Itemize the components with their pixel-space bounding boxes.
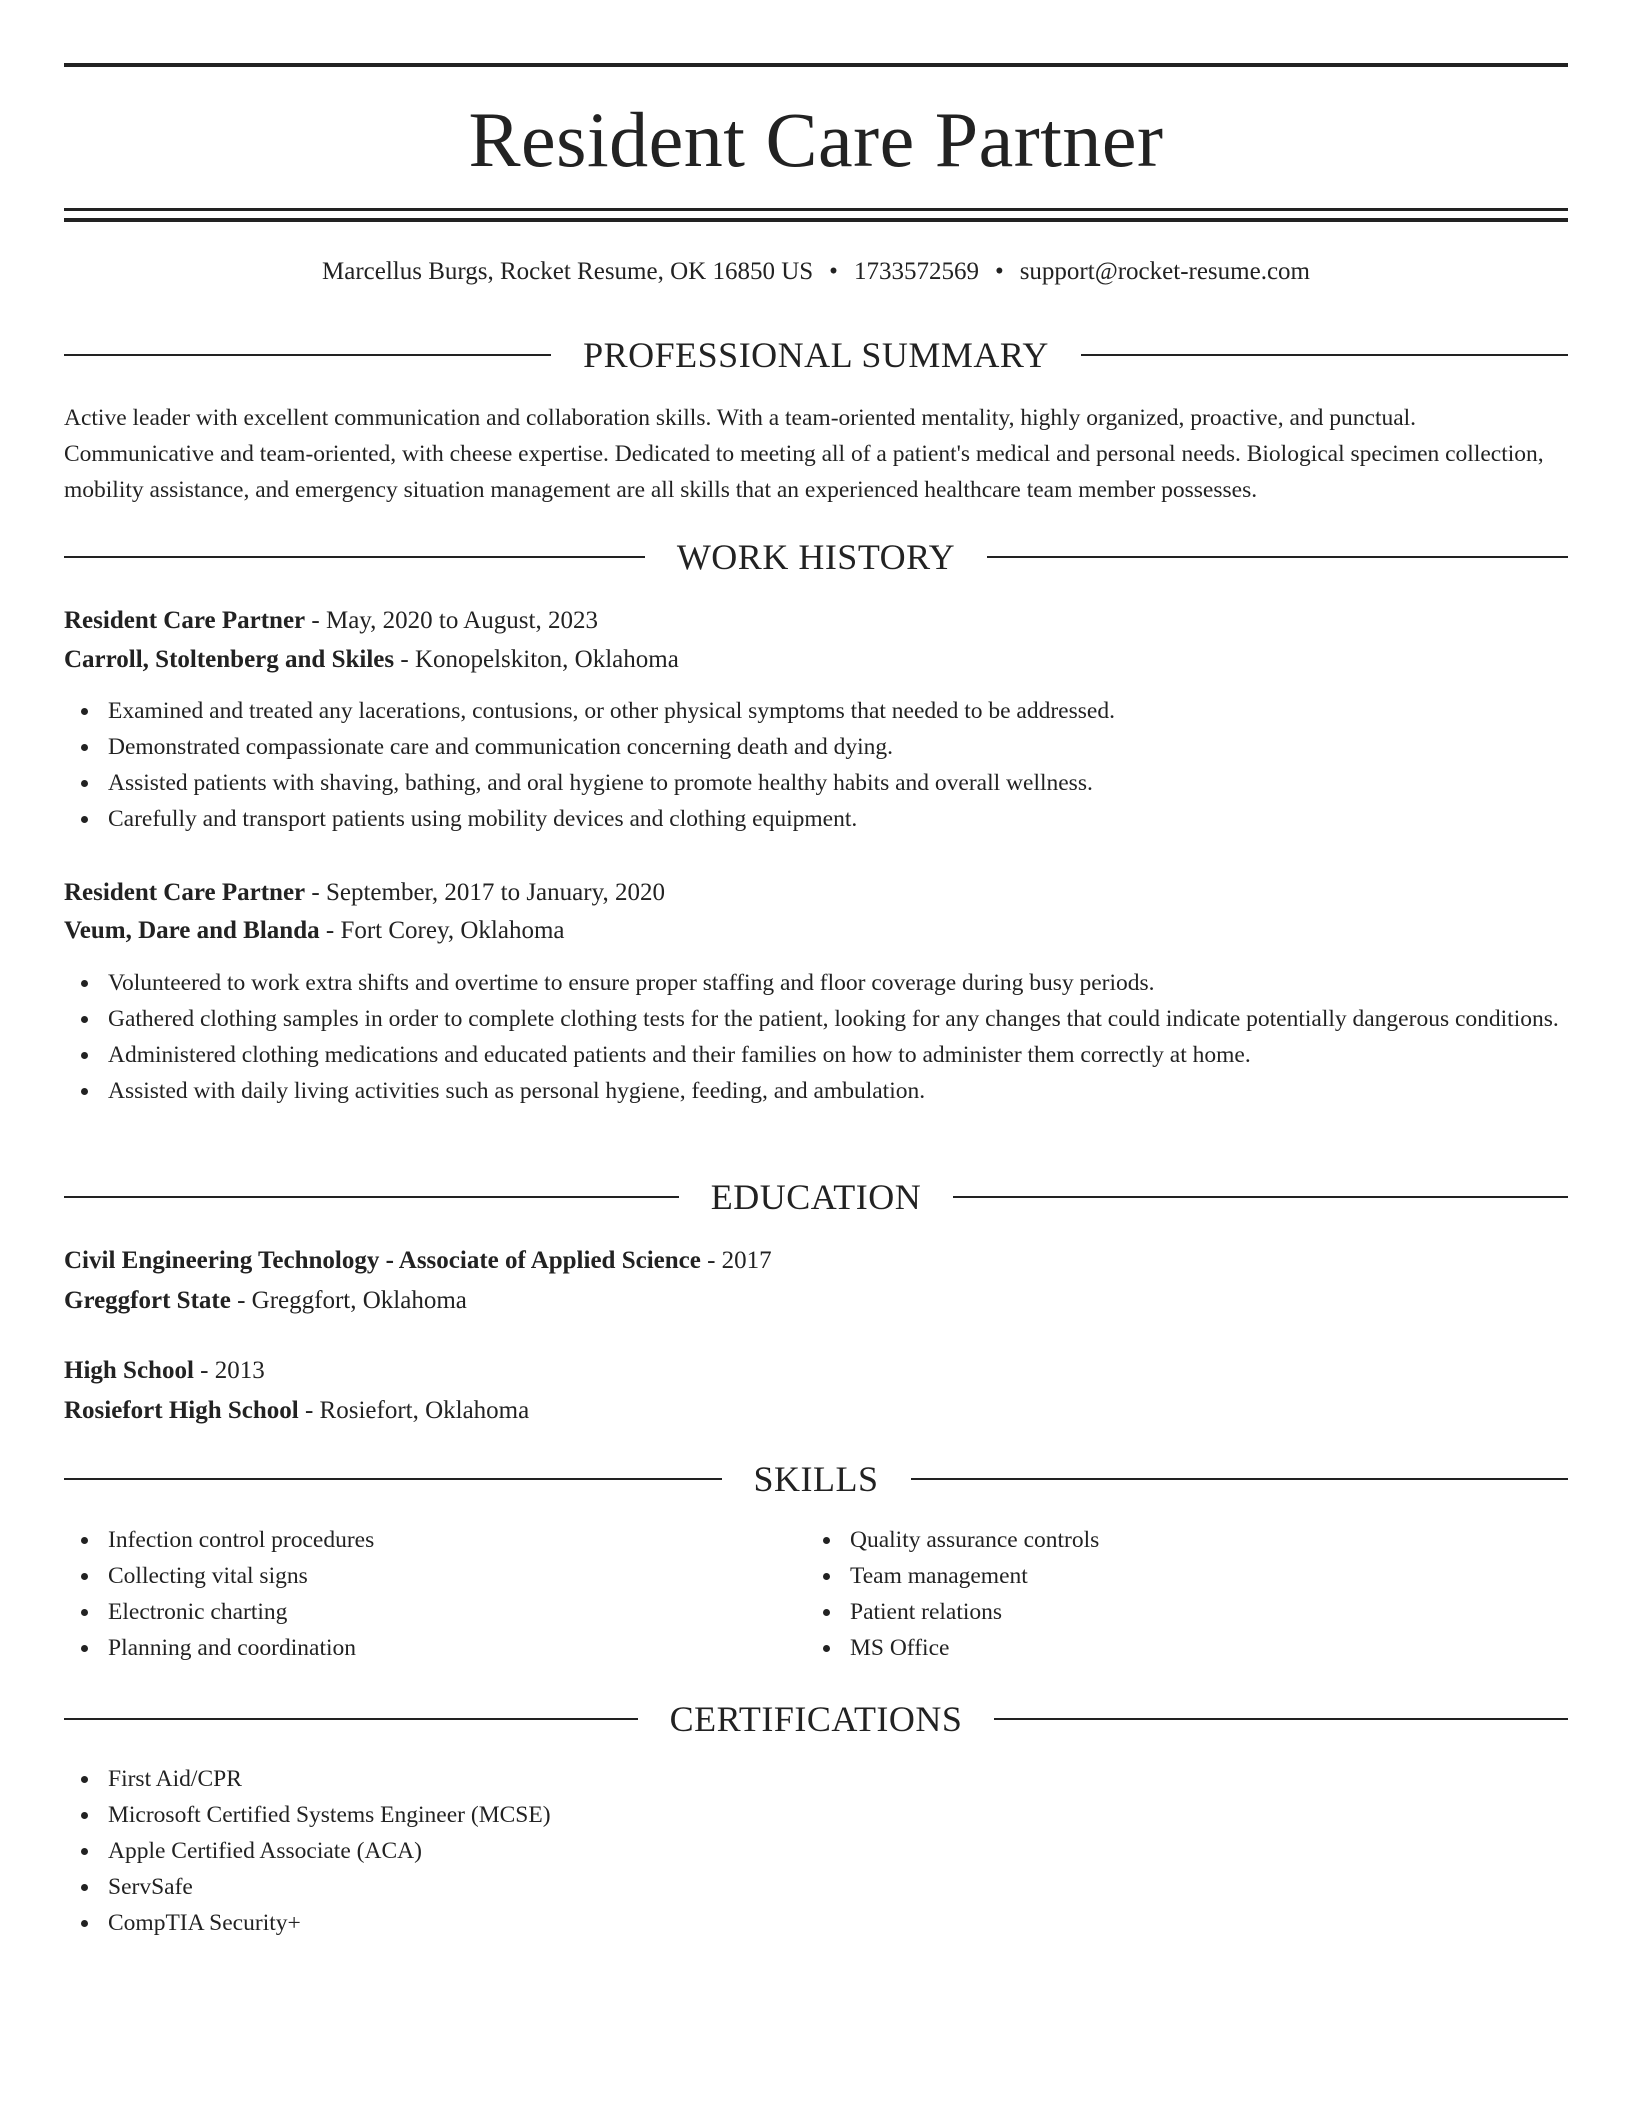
- education-location: - Greggfort, Oklahoma: [230, 1287, 467, 1314]
- summary-text: Active leader with excellent communication and collaboration skills. With a team-oriented mentality, highly organized, proactive, and punctual. Communicative and team-oriented, with cheese expertise. Dedicated to meeting all of a patient's medical and personal needs. Biological specimen collection, mobility assistance, and emergency situation management are all skills that an experienced healthcare team member possesses.: [64, 405, 1544, 503]
- divider-line: [994, 1718, 1568, 1720]
- section-title: WORK HISTORY: [676, 537, 956, 577]
- job-company-line: [64, 641, 1568, 679]
- divider-line: [64, 354, 551, 356]
- resume-title: Resident Care Partner: [468, 96, 1164, 183]
- list-item: Team management: [806, 1558, 1546, 1594]
- section-heading-skills: [64, 1455, 1568, 1503]
- list-item: Microsoft Certified Systems Engineer (MCSE): [64, 1797, 1568, 1833]
- divider-line: [953, 1196, 1568, 1198]
- education-degree-line: [64, 1352, 1568, 1390]
- section-heading-work: [64, 533, 1568, 581]
- section-title: EDUCATION: [710, 1177, 922, 1217]
- job-title: Resident Care Partner: [64, 879, 306, 906]
- contact-separator: •: [994, 258, 1004, 285]
- education-school-line: [64, 1282, 1568, 1320]
- education-degree-line: [64, 1242, 1568, 1280]
- education-degree: Civil Engineering Technology - Associate of Applied Science: [64, 1247, 701, 1274]
- education-year: - 2017: [700, 1247, 772, 1274]
- divider-line: [64, 1718, 638, 1720]
- section-heading-certifications: [64, 1695, 1568, 1743]
- job-title-line: [64, 602, 1568, 640]
- list-item: ServSafe: [64, 1869, 1568, 1905]
- job-company: Carroll, Stoltenberg and Skiles: [64, 646, 395, 673]
- list-item: Quality assurance controls: [806, 1522, 1546, 1558]
- education-year: - 2013: [193, 1357, 265, 1384]
- job-location: - Konopelskiton, Oklahoma: [394, 646, 679, 673]
- job-dates: - September, 2017 to January, 2020: [305, 879, 665, 906]
- contact-email: support@rocket-resume.com: [1019, 258, 1310, 285]
- job-bullets: [64, 965, 1568, 1109]
- skills-list-left: [64, 1522, 804, 1666]
- list-item: Collecting vital signs: [64, 1558, 804, 1594]
- job-company: Veum, Dare and Blanda: [64, 917, 320, 944]
- list-item: MS Office: [806, 1630, 1546, 1666]
- job-location: - Fort Corey, Oklahoma: [319, 917, 565, 944]
- section-heading-summary: [64, 331, 1568, 379]
- list-item: CompTIA Security+: [64, 1905, 1568, 1941]
- list-item: Administered clothing medications and educated patients and their families on how to administer them correctly at home.: [64, 1037, 1568, 1073]
- job-company-line: [64, 912, 1568, 950]
- list-item: Electronic charting: [64, 1594, 804, 1630]
- education-school-line: [64, 1392, 1568, 1430]
- section-title: PROFESSIONAL SUMMARY: [583, 335, 1049, 375]
- divider-line: [911, 1478, 1569, 1480]
- list-item: Carefully and transport patients using mobility devices and clothing equipment.: [64, 801, 1568, 837]
- contact-separator: •: [829, 258, 838, 285]
- divider-line: [64, 1478, 722, 1480]
- list-item: Demonstrated compassionate care and communication concerning death and dying.: [64, 729, 1568, 765]
- education-school: Rosiefort High School: [64, 1397, 299, 1424]
- education-location: - Rosiefort, Oklahoma: [298, 1397, 530, 1424]
- top-rule: [64, 63, 1568, 67]
- double-rule: [64, 208, 1568, 222]
- list-item: Infection control procedures: [64, 1522, 804, 1558]
- contact-line: [64, 254, 1568, 290]
- job-dates: - May, 2020 to August, 2023: [305, 607, 598, 634]
- contact-phone: 1733572569: [853, 258, 979, 285]
- section-heading-education: [64, 1173, 1568, 1221]
- divider-line: [64, 556, 645, 558]
- education-school: Greggfort State: [64, 1287, 231, 1314]
- skills-list-right: [806, 1522, 1546, 1666]
- education-degree: High School: [64, 1357, 194, 1384]
- list-item: Assisted patients with shaving, bathing, and oral hygiene to promote healthy habits and overall wellness.: [64, 765, 1568, 801]
- list-item: First Aid/CPR: [64, 1761, 1568, 1797]
- divider-line: [1081, 354, 1568, 356]
- job-title: Resident Care Partner: [64, 607, 306, 634]
- job-bullets: [64, 693, 1568, 837]
- list-item: Patient relations: [806, 1594, 1546, 1630]
- job-title-line: [64, 874, 1568, 912]
- divider-line: [64, 1196, 679, 1198]
- contact-address: Marcellus Burgs, Rocket Resume, OK 16850 US: [322, 258, 814, 285]
- list-item: Examined and treated any lacerations, contusions, or other physical symptoms that needed to be addressed.: [64, 693, 1568, 729]
- list-item: Assisted with daily living activities such as personal hygiene, feeding, and ambulation.: [64, 1073, 1568, 1109]
- certifications-list: [64, 1761, 1568, 1941]
- list-item: Apple Certified Associate (ACA): [64, 1833, 1568, 1869]
- divider-line: [987, 556, 1568, 558]
- list-item: Planning and coordination: [64, 1630, 804, 1666]
- section-title: SKILLS: [753, 1459, 879, 1499]
- section-title: CERTIFICATIONS: [669, 1699, 963, 1739]
- list-item: Volunteered to work extra shifts and overtime to ensure proper staffing and floor coverage during busy periods.: [64, 965, 1568, 1001]
- list-item: Gathered clothing samples in order to complete clothing tests for the patient, looking for any changes that could indicate potentially dangerous conditions.: [64, 1001, 1568, 1037]
